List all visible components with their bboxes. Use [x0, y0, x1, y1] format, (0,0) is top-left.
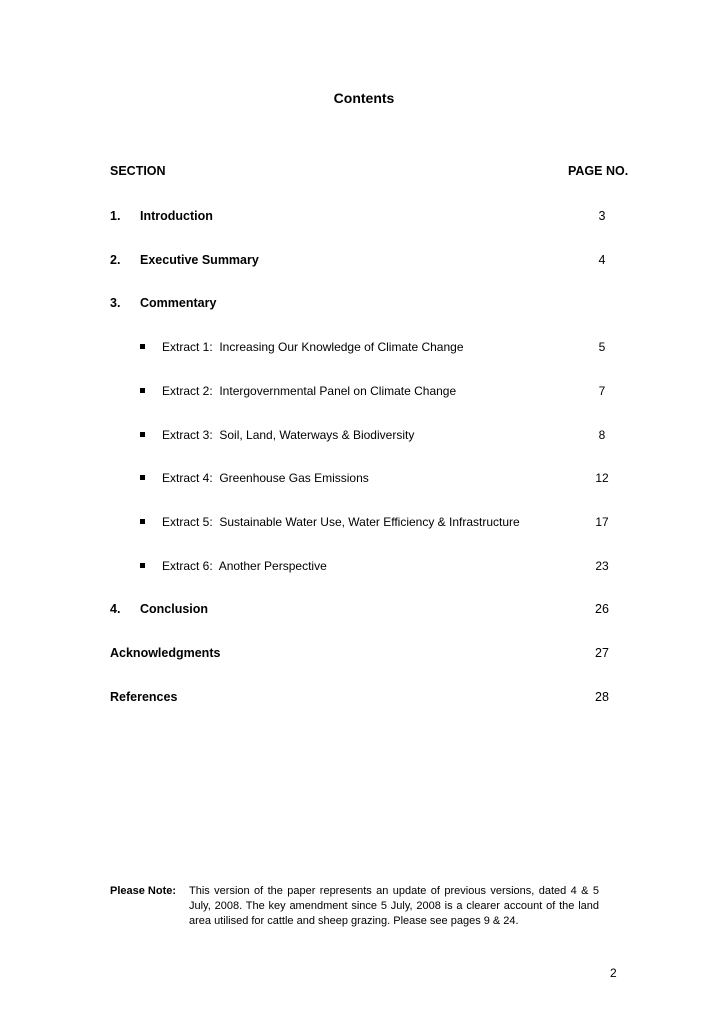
- extract-page: 5: [598, 340, 606, 354]
- extract-page: 23: [595, 559, 609, 573]
- extract-page: 17: [595, 515, 609, 529]
- entry-label: Acknowledgments: [110, 646, 221, 660]
- toc-entry-executive-summary: [0, 253, 728, 271]
- entry-number: 3.: [110, 296, 121, 310]
- section-header: SECTION: [110, 164, 166, 178]
- toc-entry-conclusion: [0, 602, 728, 620]
- toc-extract-6: [0, 559, 728, 577]
- toc-entry-references: [0, 690, 728, 708]
- page-no-header: PAGE NO.: [568, 164, 629, 178]
- toc-entry-introduction: [0, 209, 728, 227]
- extract-label: Extract 1: Increasing Our Knowledge of Climate Change: [162, 340, 464, 354]
- entry-number: 4.: [110, 602, 121, 616]
- extract-label: Extract 3: Soil, Land, Waterways & Biodiversity: [162, 428, 415, 442]
- entry-label: References: [110, 690, 178, 704]
- entry-label: Conclusion: [140, 602, 209, 616]
- extract-label: Extract 4: Greenhouse Gas Emissions: [162, 471, 369, 485]
- bullet-icon: [140, 432, 145, 437]
- extract-label: Extract 5: Sustainable Water Use, Water Efficiency & Infrastructure: [162, 515, 520, 529]
- bullet-icon: [140, 519, 145, 524]
- entry-label: Executive Summary: [140, 253, 259, 267]
- extract-page: 8: [598, 428, 606, 442]
- bullet-icon: [140, 563, 145, 568]
- toc-extract-5: [0, 515, 728, 533]
- page-number: 2: [610, 966, 617, 980]
- extract-page: 12: [595, 471, 609, 485]
- toc-entry-acknowledgments: [0, 646, 728, 664]
- extract-page: 7: [598, 384, 606, 398]
- bullet-icon: [140, 475, 145, 480]
- toc-entry-commentary: [0, 296, 728, 314]
- toc-extract-3: [0, 428, 728, 446]
- bullet-icon: [140, 388, 145, 393]
- entry-page: 26: [595, 602, 609, 616]
- extract-label: Extract 2: Intergovernmental Panel on Climate Change: [162, 384, 457, 398]
- note-label: Please Note:: [110, 885, 177, 897]
- entry-label: Introduction: [140, 209, 213, 223]
- toc-extract-4: [0, 471, 728, 489]
- bullet-icon: [140, 344, 145, 349]
- entry-page: 27: [595, 646, 609, 660]
- entry-number: 2.: [110, 253, 121, 267]
- extract-label: Extract 6: Another Perspective: [162, 559, 327, 573]
- page-title: Contents: [333, 90, 395, 106]
- entry-page: 28: [595, 690, 609, 704]
- toc-extract-2: [0, 384, 728, 402]
- note-text: This version of the paper represents an update of previous versions, dated 4 & 5 July, 2008. The key amendment since 5 July, 2008 is a clearer account of the land area utilised for cattle and sheep grazing. Please see pages 9 & 24.: [189, 885, 599, 927]
- entry-label: Commentary: [140, 296, 217, 310]
- toc-extract-1: [0, 340, 728, 358]
- entry-page: 3: [598, 209, 606, 223]
- entry-page: 4: [598, 253, 606, 267]
- entry-number: 1.: [110, 209, 121, 223]
